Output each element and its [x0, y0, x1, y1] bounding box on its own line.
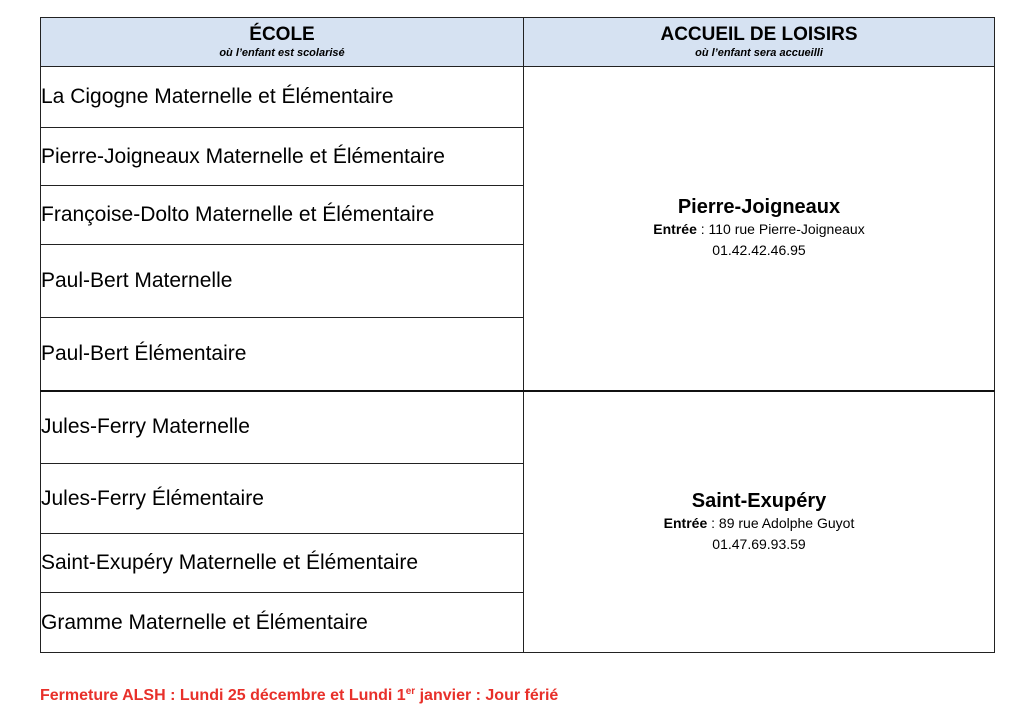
center-address	[524, 219, 994, 240]
center-name: Saint-Exupéry	[691, 489, 827, 512]
school-name: Saint-Exupéry Maternelle et Élémentaire	[41, 534, 524, 593]
closure-text-start: Fermeture ALSH : Lundi 25 décembre et Lundi 1	[40, 687, 406, 704]
center-address	[524, 513, 994, 534]
center-header-title: ACCUEIL DE LOISIRS	[660, 24, 858, 45]
school-name: La Cigogne Maternelle et Élémentaire	[41, 67, 524, 128]
center-phone: 01.47.69.93.59	[712, 535, 806, 552]
school-header-title: ÉCOLE	[249, 24, 315, 45]
schools-table	[40, 17, 995, 653]
address-text: : 110 rue Pierre-Joigneaux	[696, 221, 865, 238]
school-name: Gramme Maternelle et Élémentaire	[41, 593, 524, 653]
school-name: Paul-Bert Maternelle	[41, 245, 524, 318]
center-column-header	[524, 18, 995, 67]
address-text: : 89 rue Adolphe Guyot	[707, 514, 855, 531]
school-name: Jules-Ferry Élémentaire	[41, 464, 524, 534]
table-header-row	[41, 18, 995, 67]
center-cell-pierre-joigneaux	[524, 67, 995, 391]
school-name: Paul-Bert Élémentaire	[41, 318, 524, 391]
school-name: Pierre-Joigneaux Maternelle et Élémentaire	[41, 128, 524, 186]
closure-text-end: janvier : Jour férié	[415, 687, 559, 704]
closure-notice	[40, 686, 558, 705]
entry-label: Entrée	[663, 514, 708, 531]
center-cell-saint-exupery	[524, 391, 995, 653]
school-name: Françoise-Dolto Maternelle et Élémentaire	[41, 186, 524, 245]
center-header-subtitle: où l’enfant sera accueilli	[695, 47, 823, 59]
school-header-subtitle: où l’enfant est scolarisé	[219, 47, 345, 59]
school-column-header	[41, 18, 524, 67]
table-row	[41, 67, 995, 128]
center-name: Pierre-Joigneaux	[677, 196, 841, 219]
center-phone: 01.42.42.46.95	[712, 242, 806, 259]
table-row	[41, 391, 995, 464]
closure-superscript: er	[405, 686, 416, 697]
entry-label: Entrée	[653, 221, 697, 238]
school-name: Jules-Ferry Maternelle	[41, 391, 524, 464]
